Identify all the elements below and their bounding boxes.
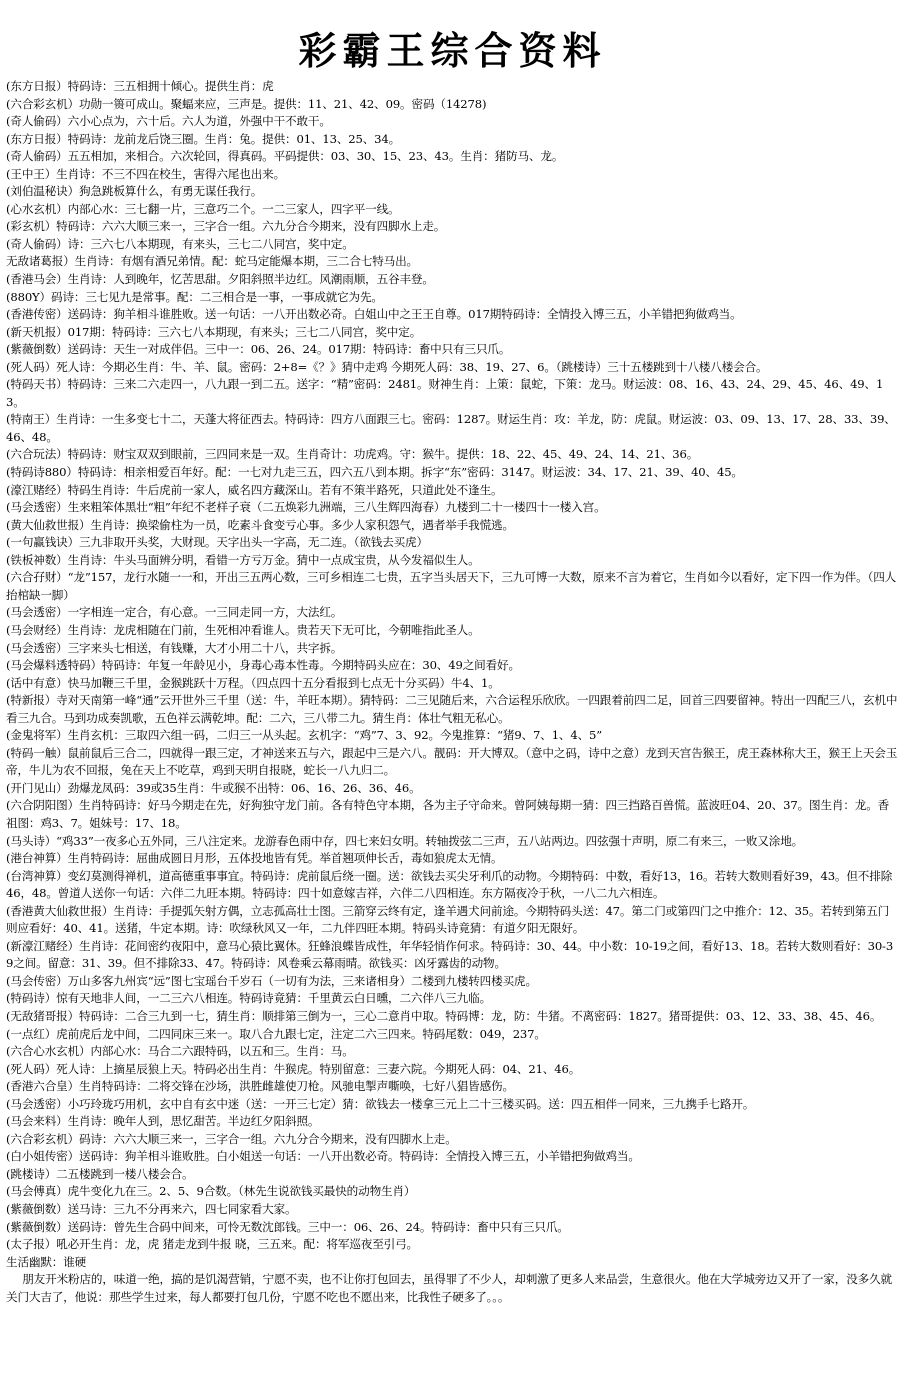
tip-line: (死人码）死人诗：上摘星辰狼上天。特码必出生肖：牛猴虎。特别留意：三妻六院。今期死人码：04、21、46。 <box>6 1061 581 1076</box>
tip-line: (跳楼诗）二五楼跳到一楼八楼会合。 <box>6 1166 194 1181</box>
tip-line: (金鬼将军）生肖玄机：三取四六组一码，二归三一从头起。玄机字：“鸡”7、3、92。今鬼推算：“猪9、7、1、4、5” <box>6 728 603 743</box>
tip-line: (紫薇倒数）送马诗：三九不分再来六，四七同家看大家。 <box>6 1202 297 1216</box>
tip-line: (马会传密）万山多客九州宾“远”图七宝瑶台千岁石（一切有为法，三来诸相身）二楼到九楼转四楼买虎。 <box>6 973 537 988</box>
tip-line: (奇人偷码）六小心点为，六十后。六人为道，外强中干不敢干。 <box>6 114 331 129</box>
tip-line: (六合玩法）特码诗：财宝双双到眼前，三四同来是一双。生肖奇计：功虎鸡。守：猴牛。提供：18、22、45、49、24、14、21、36。 <box>6 447 699 462</box>
tip-line: (香港黄大仙救世报）生肖诗：手提弧矢射方偶，立志孤高壮士图。三箭穿云终有定，逢羊遇犬问前途。今期特码头送：47。第二门或第四门之中推介：12、35。若转到第五门则应看好：40、41。送猪，牛定本期。诗：吹绿秋风又一年，二九伴四旺本期。特码头诗竟猜：有道夕阳无限好。 <box>6 903 890 936</box>
tip-line: (马会爆料透特码）特码诗：年复一年龄见小，身毒心毒本性毒。今期特码头应在：30、49之间看好。 <box>6 658 520 673</box>
tip-line: (880Y）码诗：三七见九是常事。配：二三相合是一事，一事成就它为先。 <box>6 289 383 304</box>
tip-line: (马头诗）“鸡33”一夜多心五外同，三八注定来。龙游春色雨中存，四七来妇女明。转轴拨弦二三声，五八站两边。四弦强十声明，原二有来三，一败又涂地。 <box>6 833 804 848</box>
page-title: 彩霸王综合资料 <box>298 29 607 73</box>
tip-line: (东方日报）特码诗：龙前龙后饶三圈。生肖：兔。提供：01、13、25、34。 <box>6 131 401 146</box>
tip-line: (六合孖财）“龙”157，龙行水随一一和，开出三五两心数，三可乡相连二七贵，五字当头居天下，三九可博一大数，原来不言为着它，生肖如今以看好，定下四一作为伴。（四人抬棺缺一脚） <box>6 570 897 602</box>
tip-line: (马会来料）生肖诗：晚年人到，思忆甜苦。半边红夕阳斜照。 <box>6 1114 320 1129</box>
tip-line: (王中王）生肖诗：不三不四在校生，害得六尾也出来。 <box>6 166 286 181</box>
humor-heading: 生活幽默：谁硬 <box>6 1254 87 1269</box>
tip-line: (东方日报）特码诗：三五相拥十倾心。提供生肖：虎 <box>6 79 274 93</box>
tip-line: (马会透密）一字相连一定合，有心意。一三同走同一方，大法红。 <box>6 605 343 620</box>
tip-line: (濠江赌经）特码生肖诗：牛后虎前一家人，威名四方藏深山。若有不策半路死，只道此处不逢生。 <box>6 482 503 497</box>
tip-line: (一句赢钱诀）三九非取开头奖，大财现。天字出头一字高，无二连。（欲钱去买虎） <box>6 535 428 550</box>
tip-line: (马会透密）生来粗笨体黑壮“粗”年纪不老样子衰（二五焕彩九洲端，三八生辉四海春）九楼到二十一楼四十一楼入宫。 <box>6 500 606 515</box>
humor-body: 朋友开米粉店的，味道一绝，搞的是饥渴营销，宁愿不卖，也不让你打包回去，虽得罪了不少人，却刺激了更多人来品尝，生意很火。他在大学城旁边又开了一家，没多久就关门大吉了，他说：那些学生过来，每人都要打包几份，宁愿不吃也不愿出来，比我性子硬多了。。。 <box>6 1272 892 1304</box>
tip-line: (港台神算）生肖特码诗：屈曲成圆日月形，五体投地皆有凭。举首翘项伸长舌，毒如狼虎太无情。 <box>6 851 503 866</box>
tip-line: (马会透密）小巧玲珑巧用机，玄中自有玄中迷（送：一开三七定）猜：欲钱去一楼拿三元上二十三楼买码。送：四五相伴一同来，三九携手七路开。 <box>6 1096 755 1111</box>
tip-line: (香港马会）生肖诗：人到晚年，忆苦思甜。夕阳斜照半边红。风潮雨顺，五谷丰登。 <box>6 272 434 287</box>
tip-line: (特新报）寺对天南第一峰“通”云开世外三千里（送：牛，羊旺本期）。猜特码：二三见随后来，六合运程乐欣欣。一四跟着前四二足，回首三四要留神。特出一四配三八，玄机中看三九合。马到功成奏凯歌，五色祥云满乾坤。配：二六，三八带二九。猜生肖：体壮气粗无私心。 <box>6 693 898 725</box>
tip-line: (马会财经）生肖诗：龙虎相随在门前，生死相冲看谁人。贵若天下无可比，今朝唯指此圣人。 <box>6 622 480 637</box>
tip-line: (无敌猪哥报）特码诗：二合三九到一七，猜生肖：顺排第三倒为一，三心二意肖中取。特码博：龙，防：牛猪。不离密码：1827。猪哥提供：03、12、33、38、45、46。 <box>6 1008 882 1023</box>
tip-line: (特码诗880）特码诗：相亲相爱百年好。配：一七对九走三五，四六五八到本期。拆字“东”密码：3147。财运波：34、17、21、39、40、45。 <box>6 465 743 480</box>
tip-line: (特南王）生肖诗：一生多变七十二，天蓬大将征西去。特码诗：四方八面跟三七。密码：1287。财运生肖：攻：羊龙，防：虎鼠。财运波：03、09、13、17、28、33、39、46、48。 <box>6 412 896 444</box>
tip-line: (六合彩玄机）码诗：六六大顺三来一，三字合一组。六九分合今期来，没有四脚水上走。 <box>6 1131 457 1146</box>
tip-line: (新天机报）017期：特码诗：三六七八本期现，有来头；三七二八同宫，奖中定。 <box>6 324 422 339</box>
tip-line: (彩玄机）特码诗：六六大顺三来一，三字合一组。六九分合今期来，没有四脚水上走。 <box>6 219 446 234</box>
tip-line: (紫薇倒数）送码诗：曾先生合码中间来，可怜无数沈郎钱。三中一：06、26、24。特码诗：畜中只有三只爪。 <box>6 1219 569 1234</box>
tip-line: (心水玄机）内部心水：三七翻一片，三意巧二个。一二三家人，四字平一线。 <box>6 201 400 216</box>
tip-line: (马会透密）三字来头七相送，有钱赚，大才小用二十八，共字拆。 <box>6 640 343 655</box>
tip-line: (六合彩玄机）功勋一篑可成山。聚蝠来应，三声是。提供：11、21、42、09。密码（14278) <box>6 96 487 111</box>
tip-line: (紫薇倒数）送码诗：天生一对成伴侣。三中一：06、26、24。017期：特码诗：畜中只有三只爪。 <box>6 342 511 357</box>
tip-line: (马会傅真）虎牛变化九在三。2、5、9合数。（林先生说欲钱买最快的动物生肖） <box>6 1184 416 1199</box>
tip-line: (特码一触）鼠前鼠后三合二，四就得一跟三定，才神送来五与六，跟起中三是六八。靓码：开大博双。（意中之码，诗中之意）龙到天宫告猴王，虎王森林称大王，猴王上天会玉帝，牛儿为农不回报，兔在天上不吃草，鸡到天明自报晓，蛇长一八九归二。 <box>6 745 898 778</box>
tip-list <box>6 78 899 1306</box>
tip-line: 无敌诸葛报）生肖诗：有烟有酒兄弟情。配：蛇马定能爆本期，三二合七特马出。 <box>6 254 418 269</box>
tip-line: (新濠江赌经）生肖诗：花间密约夜阳中，意马心猿比翼休。狂蜂浪蝶皆成性，年华轻悄作何求。特码诗：30、44。中小数：10-19之间，看好13、18。若转大数则看好：30-39之间。留意：31、39。但不排除33、47。特码诗：风卷乘云幕雨晴。欲钱买：凶牙露齿的动物。 <box>6 938 894 971</box>
tip-line: (黄大仙救世报）生肖诗：换梁偷柱为一员，吃素斗食变亏心事。多少人家积怨气，遇者举手我慌逃。 <box>6 517 514 532</box>
tip-line: (话中有意）快马加鞭三千里，金猴跳跃十万程。（四点四十五分看报到七点无十分买码）牛4、1。 <box>6 675 500 690</box>
tip-line: (奇人偷码）五五相加，来相合。六次轮回，得真码。平码提供：03、30、15、23、43。生肖：猪防马、龙。 <box>6 149 564 164</box>
tip-line: (六合阴阳图）生肖特码诗：好马今期走在先，好狗独守龙门前。各有特色守本期，各为主子守命来。曾阿姨每期一猜：四三挡路百兽慌。蓝波旺04、20、37。图生肖：龙。香祖图：鸡3、7。姐妹号：17、18。 <box>6 798 890 830</box>
tip-line: (奇人偷码）诗：三六七八本期现，有来头，三七二八同宫，奖中定。 <box>6 236 354 251</box>
tip-line: (刘伯温秘诀）狗急跳板算什么，有勇无谋任我行。 <box>6 184 263 199</box>
tip-line: (香港传密）送码诗：狗羊相斗谁胜败。送一句话：一八开出数必奇。白姐山中之王王自尊。017期特码诗：全情投入博三五，小羊错把狗做鸡当。 <box>6 307 742 322</box>
tip-line: (特码天书）特码诗：三来二六走四一，八九跟一到二五。送字：“精”密码：2481。财神生肖：上策：鼠蛇，下策：龙马。财运波：08、16、43、24、29、45、46、49、13。 <box>6 377 884 409</box>
tip-line: (香港六合皇）生肖特码诗：二将交锋在沙场，洪胜雌雄使刀枪。风驰电掣声嘶唤，七好八猖皆感伤。 <box>6 1079 514 1094</box>
tip-line: (六合心水玄机）内部心水：马合二六跟特码，以五和三。生肖：马。 <box>6 1044 354 1059</box>
tip-line: (死人码）死人诗：今期必生肖：牛、羊、鼠。密码：2+8=《？》猜中走鸡 今期死人码：38、19、27、6。（跳楼诗）三十五楼跳到十八楼八楼会合。 <box>6 359 768 374</box>
tip-line: (一点红）虎前虎后龙中间，二四同床三来一。取八合九跟七定，注定二六三四来。特码尾数：049，237。 <box>6 1026 546 1041</box>
tip-line: (特码诗）惊有天地非人间，一二三六八相连。特码诗竟猜：千里黄云白日曛，二六伴八三九临。 <box>6 991 492 1006</box>
tip-line: (太子报）吼必开生肖：龙，虎 猪走龙到牛报 晓，三五来。配：将军巡夜至引弓。 <box>6 1237 418 1252</box>
tip-line: (铁板神数）生肖诗：牛头马面辨分明，看错一方亏万金。猜中一点成宝贵，从今发福似生人。 <box>6 552 480 567</box>
tip-line: (白小姐传密）送码诗：狗羊相斗谁败胜。白小姐送一句话：一八开出数必奇。特码诗：全情投入博三五，小羊错把狗做鸡当。 <box>6 1149 640 1164</box>
tip-line: (开门见山）劲爆龙凤码：39或35生肖：牛或猴不出特：06、16、26、36、46。 <box>6 780 421 795</box>
tip-line: (台湾神算）变幻莫测得禅机，道高德重事事宜。特码诗：虎前鼠后绕一圈。送：欲钱去买尖牙利爪的动物。今期特码：中数，看好13，16。若转大数则看好39，43。但不排除46，48。曾道人送你一句话：六伴二九旺本期。特码诗：四十如意嫁吉祥，六伴二八四相连。东方隔夜冷于秋，一八二九六相连。 <box>6 868 893 901</box>
